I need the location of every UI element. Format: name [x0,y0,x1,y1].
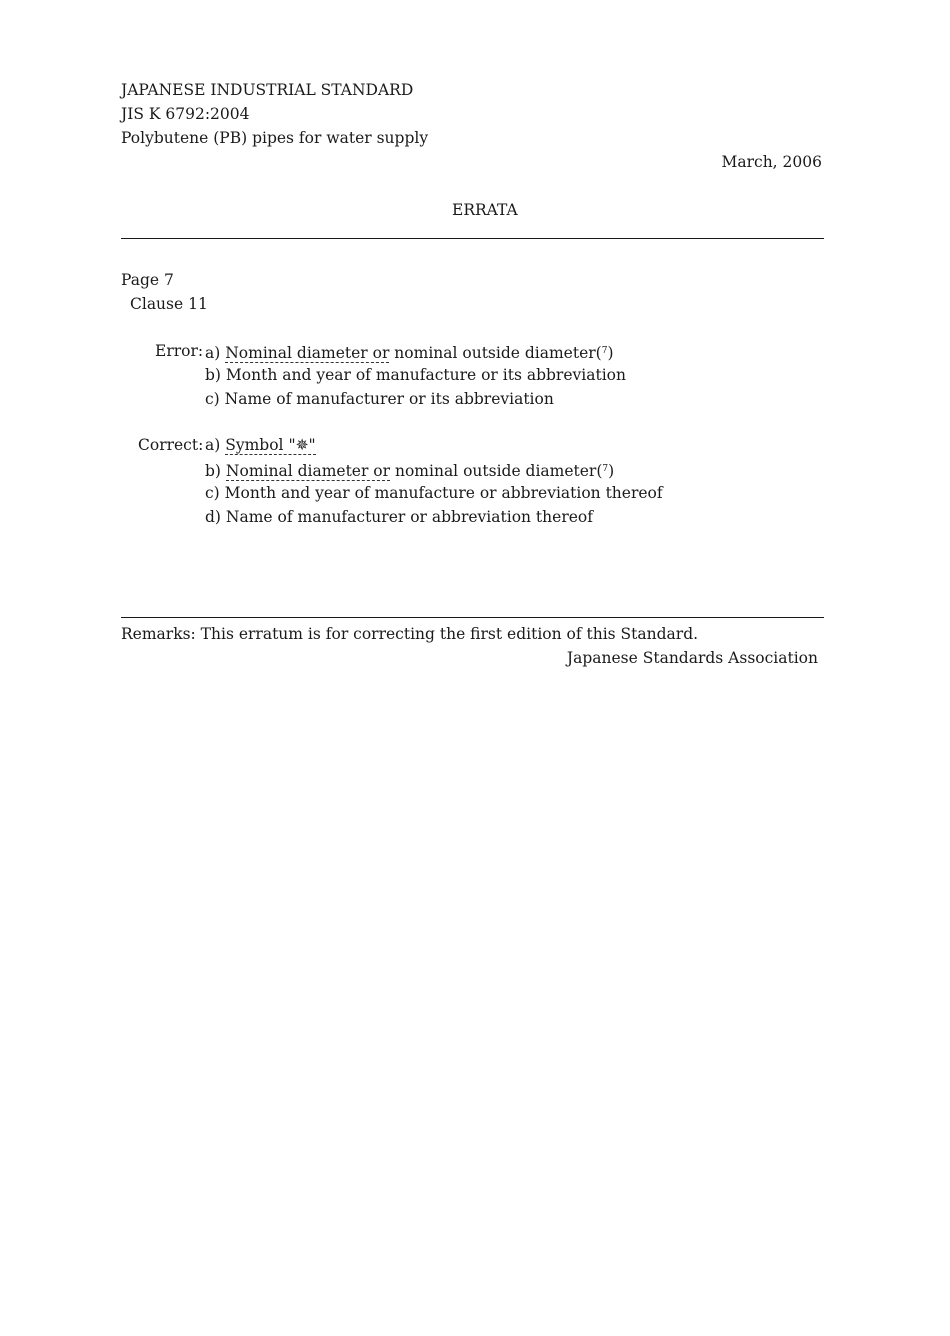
correct-item-d [205,507,593,527]
footnote-ref: 7 [601,346,608,356]
correct-label: Correct: [138,436,204,454]
errata-date: March, 2006 [721,153,822,171]
item-close: ) [607,344,614,362]
item-close: ) [608,462,615,480]
issuer: Japanese Standards Association [566,649,818,667]
standard-org: JAPANESE INDUSTRIAL STANDARD [121,81,414,99]
item-text: Month and year of manufacture or its abbreviation [225,366,626,384]
item-marker: a) [205,436,221,454]
bottom-rule [121,617,824,618]
item-marker: c) [205,484,220,502]
error-item-a [205,341,614,363]
item-text: nominal outside diameter( [390,462,603,480]
correct-item-b [205,459,614,481]
error-label: Error: [155,342,204,360]
error-item-c [205,389,554,409]
correct-item-a [205,435,316,455]
error-item-b [205,365,626,385]
standard-title: Polybutene (PB) pipes for water supply [121,129,429,147]
top-rule [121,238,824,239]
item-marker: c) [205,390,220,408]
item-text: Name of manufacturer or its abbreviation [224,390,554,408]
item-text: Month and year of manufacture or abbreviation thereof [224,484,663,502]
page-ref: Page 7 [121,271,174,289]
standard-code: JIS K 6792:2004 [121,105,250,123]
correct-item-c [205,483,663,503]
underlined-text: Nominal diameter or [225,344,390,362]
item-text: nominal outside diameter( [389,344,602,362]
item-text: Name of manufacturer or abbreviation thereof [225,508,593,526]
item-marker: a) [205,344,221,362]
doc-type-heading: ERRATA [452,201,518,219]
footnote-ref: 7 [602,464,609,474]
underlined-text: Symbol "✵" [225,436,316,454]
item-marker: b) [205,462,221,480]
clause-ref: Clause 11 [130,295,208,313]
underlined-text: Nominal diameter or [225,462,391,480]
item-marker: b) [205,366,221,384]
item-marker: d) [205,508,221,526]
remarks: Remarks: This erratum is for correcting the first edition of this Standard. [121,625,699,643]
